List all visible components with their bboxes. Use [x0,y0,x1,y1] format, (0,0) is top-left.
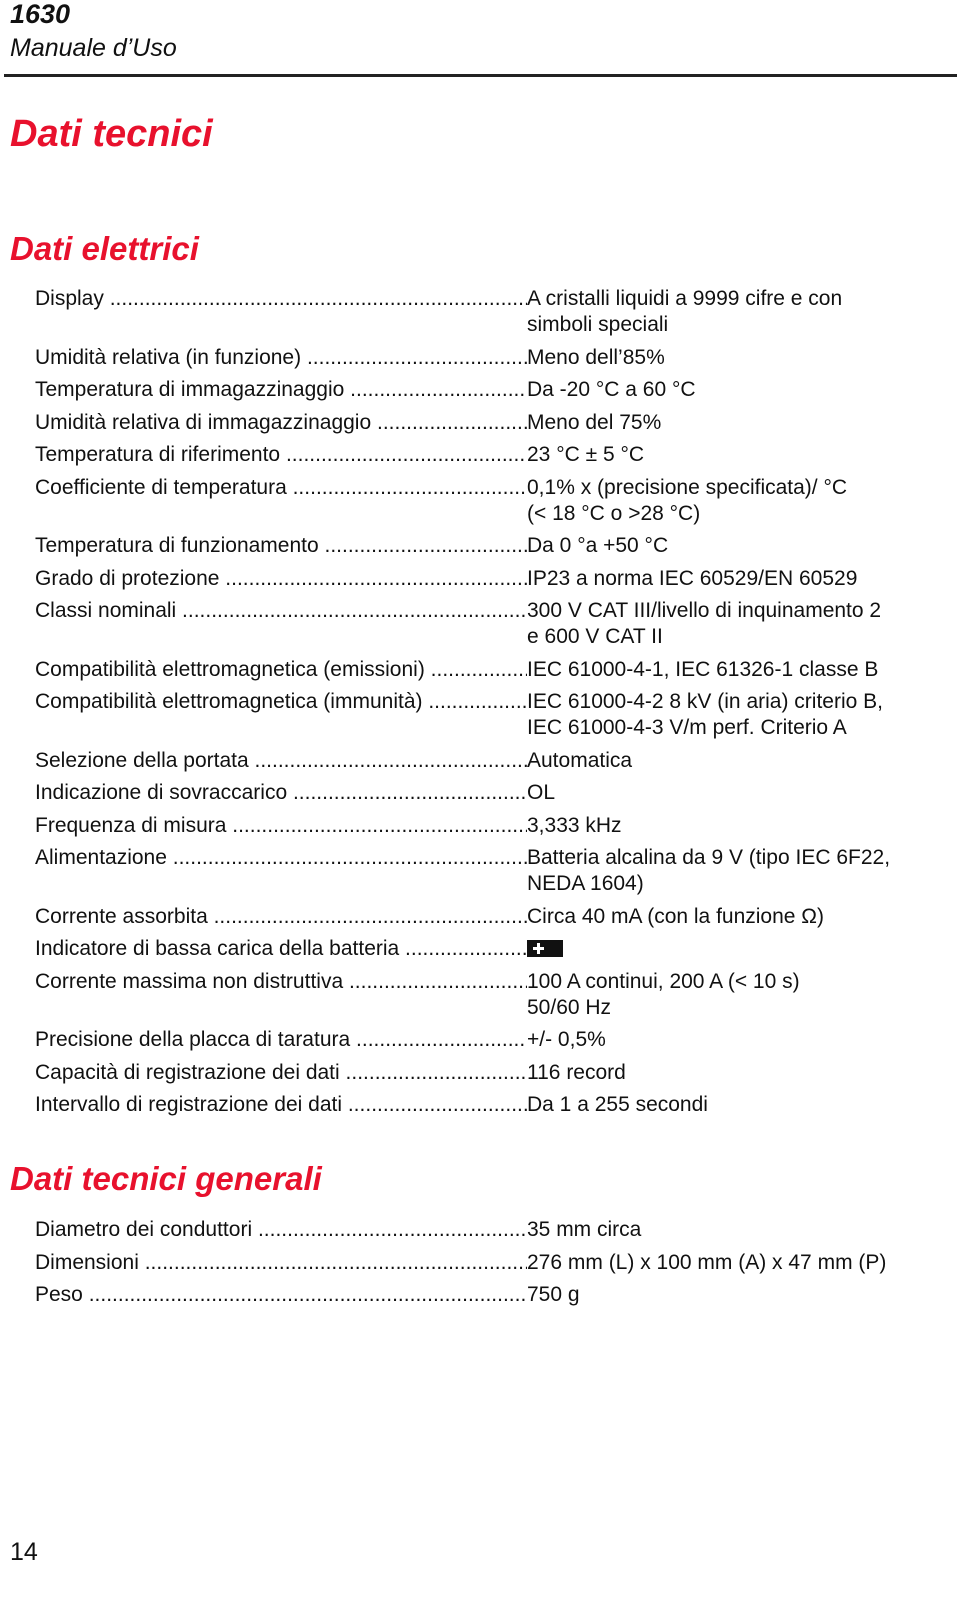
spec-label: Compatibilità elettromagnetica (emissioni) ..... [35,657,527,683]
spec-label: Grado di protezione ..... [35,566,527,592]
spec-value: 3,333 kHz [527,813,622,837]
spec-label: Indicazione di sovraccarico ..... [35,780,527,806]
spec-row-calibration-plate-accuracy [35,1027,935,1053]
spec-label: Temperatura di immagazzinaggio ..... [35,377,527,403]
spec-value: 23 °C ± 5 °C [527,443,645,466]
section-heading-electrical: Dati elettrici [10,230,199,267]
spec-value: 0,1% x (precisione specificata)/ °C (< 18 °C o >28 °C) [527,475,848,525]
spec-label: Corrente massima non distruttiva ..... [35,969,527,995]
spec-row-data-logging-capacity [35,1060,935,1086]
model-number: 1630 [10,0,71,29]
spec-label: Selezione della portata ..... [35,748,527,774]
spec-value: Da 0 °a +50 °C [527,534,669,557]
spec-value: 300 V CAT III/livello di inquinamento 2 e 600 V CAT II [527,599,882,648]
spec-value: 100 A continui, 200 A (< 10 s) 50/60 Hz [527,969,800,1019]
spec-row-storage-temperature [35,377,935,403]
spec-row-range-selection [35,748,935,774]
general-spec-list [35,1217,935,1315]
spec-row-current-draw [35,904,935,930]
spec-label: Temperatura di funzionamento ..... [35,533,527,559]
spec-label: Peso ..... [35,1282,527,1308]
spec-label: Precisione della placca di taratura ..... [35,1027,527,1053]
spec-row-storage-humidity [35,410,935,436]
spec-label: Temperatura di riferimento ..... [35,442,527,468]
spec-value: Da -20 °C a 60 °C [527,378,696,401]
spec-row-emc-immunity [35,689,935,741]
spec-label: Compatibilità elettromagnetica (immunità) ..... [35,689,527,715]
header-divider [4,74,957,77]
spec-row-ratings [35,598,935,650]
spec-value: IEC 61000-4-2 8 kV (in aria) criterio B, IEC 61000-4-3 V/m perf. Criterio A [527,690,883,739]
battery-icon [527,940,563,957]
spec-row-display [35,286,935,338]
page-title: Dati tecnici [10,113,213,155]
spec-label: Indicatore di bassa carica della batteria ..... [35,936,527,962]
spec-value: OL [527,781,556,804]
spec-value: 750 g [527,1283,580,1306]
spec-row-protection-rating [35,566,935,592]
spec-value: 35 mm circa [527,1218,642,1241]
spec-label: Capacità di registrazione dei dati ..... [35,1060,527,1086]
spec-label: Display ..... [35,286,527,312]
spec-row-operating-humidity [35,345,935,371]
spec-value: 276 mm (L) x 100 mm (A) x 47 mm (P) [527,1250,887,1274]
spec-label: Frequenza di misura ..... [35,813,527,839]
spec-value: A cristalli liquidi a 9999 cifre e con simboli speciali [527,287,843,336]
spec-label: Intervallo di registrazione dei dati ..... [35,1092,527,1118]
spec-value: Da 1 a 255 secondi [527,1093,708,1116]
spec-label: Alimentazione ..... [35,845,527,871]
spec-row-conductor-diameter [35,1217,935,1243]
spec-value: +/- 0,5% [527,1028,606,1051]
spec-row-operating-temperature [35,533,935,559]
spec-row-emc-emissions [35,657,935,683]
spec-row-overload-indication [35,780,935,806]
spec-value: 116 record [527,1060,626,1084]
spec-row-reference-temperature [35,442,935,468]
spec-value: Meno del 75% [527,410,662,434]
spec-row-data-logging-interval [35,1092,935,1118]
page-number: 14 [10,1538,38,1566]
section-heading-general: Dati tecnici generali [10,1160,322,1197]
spec-value: IP23 a norma IEC 60529/EN 60529 [527,566,858,590]
spec-row-low-battery-indicator [35,936,935,962]
spec-value: IEC 61000-4-1, IEC 61326-1 classe B [527,657,879,681]
spec-label: Coefficiente di temperatura ..... [35,475,527,501]
spec-row-power-supply [35,845,935,897]
spec-label: Classi nominali ..... [35,598,527,624]
spec-value: Circa 40 mA (con la funzione Ω) [527,904,824,928]
manual-title: Manuale d’Uso [10,34,177,62]
spec-label: Diametro dei conduttori ..... [35,1217,527,1243]
spec-value: Meno dell’85% [527,345,665,369]
spec-row-max-nondestructive-current [35,969,935,1021]
spec-label: Corrente assorbita ..... [35,904,527,930]
spec-label: Dimensioni ..... [35,1250,527,1276]
spec-label: Umidità relativa (in funzione) ..... [35,345,527,371]
spec-row-temperature-coefficient [35,475,935,527]
spec-value [527,936,935,962]
electrical-spec-list [35,286,935,1125]
spec-value: Batteria alcalina da 9 V (tipo IEC 6F22, NEDA 1604) [527,846,891,895]
spec-row-dimensions [35,1250,935,1276]
spec-row-weight [35,1282,935,1308]
spec-value: Automatica [527,748,633,772]
spec-label: Umidità relativa di immagazzinaggio ..... [35,410,527,436]
spec-row-measurement-frequency [35,813,935,839]
